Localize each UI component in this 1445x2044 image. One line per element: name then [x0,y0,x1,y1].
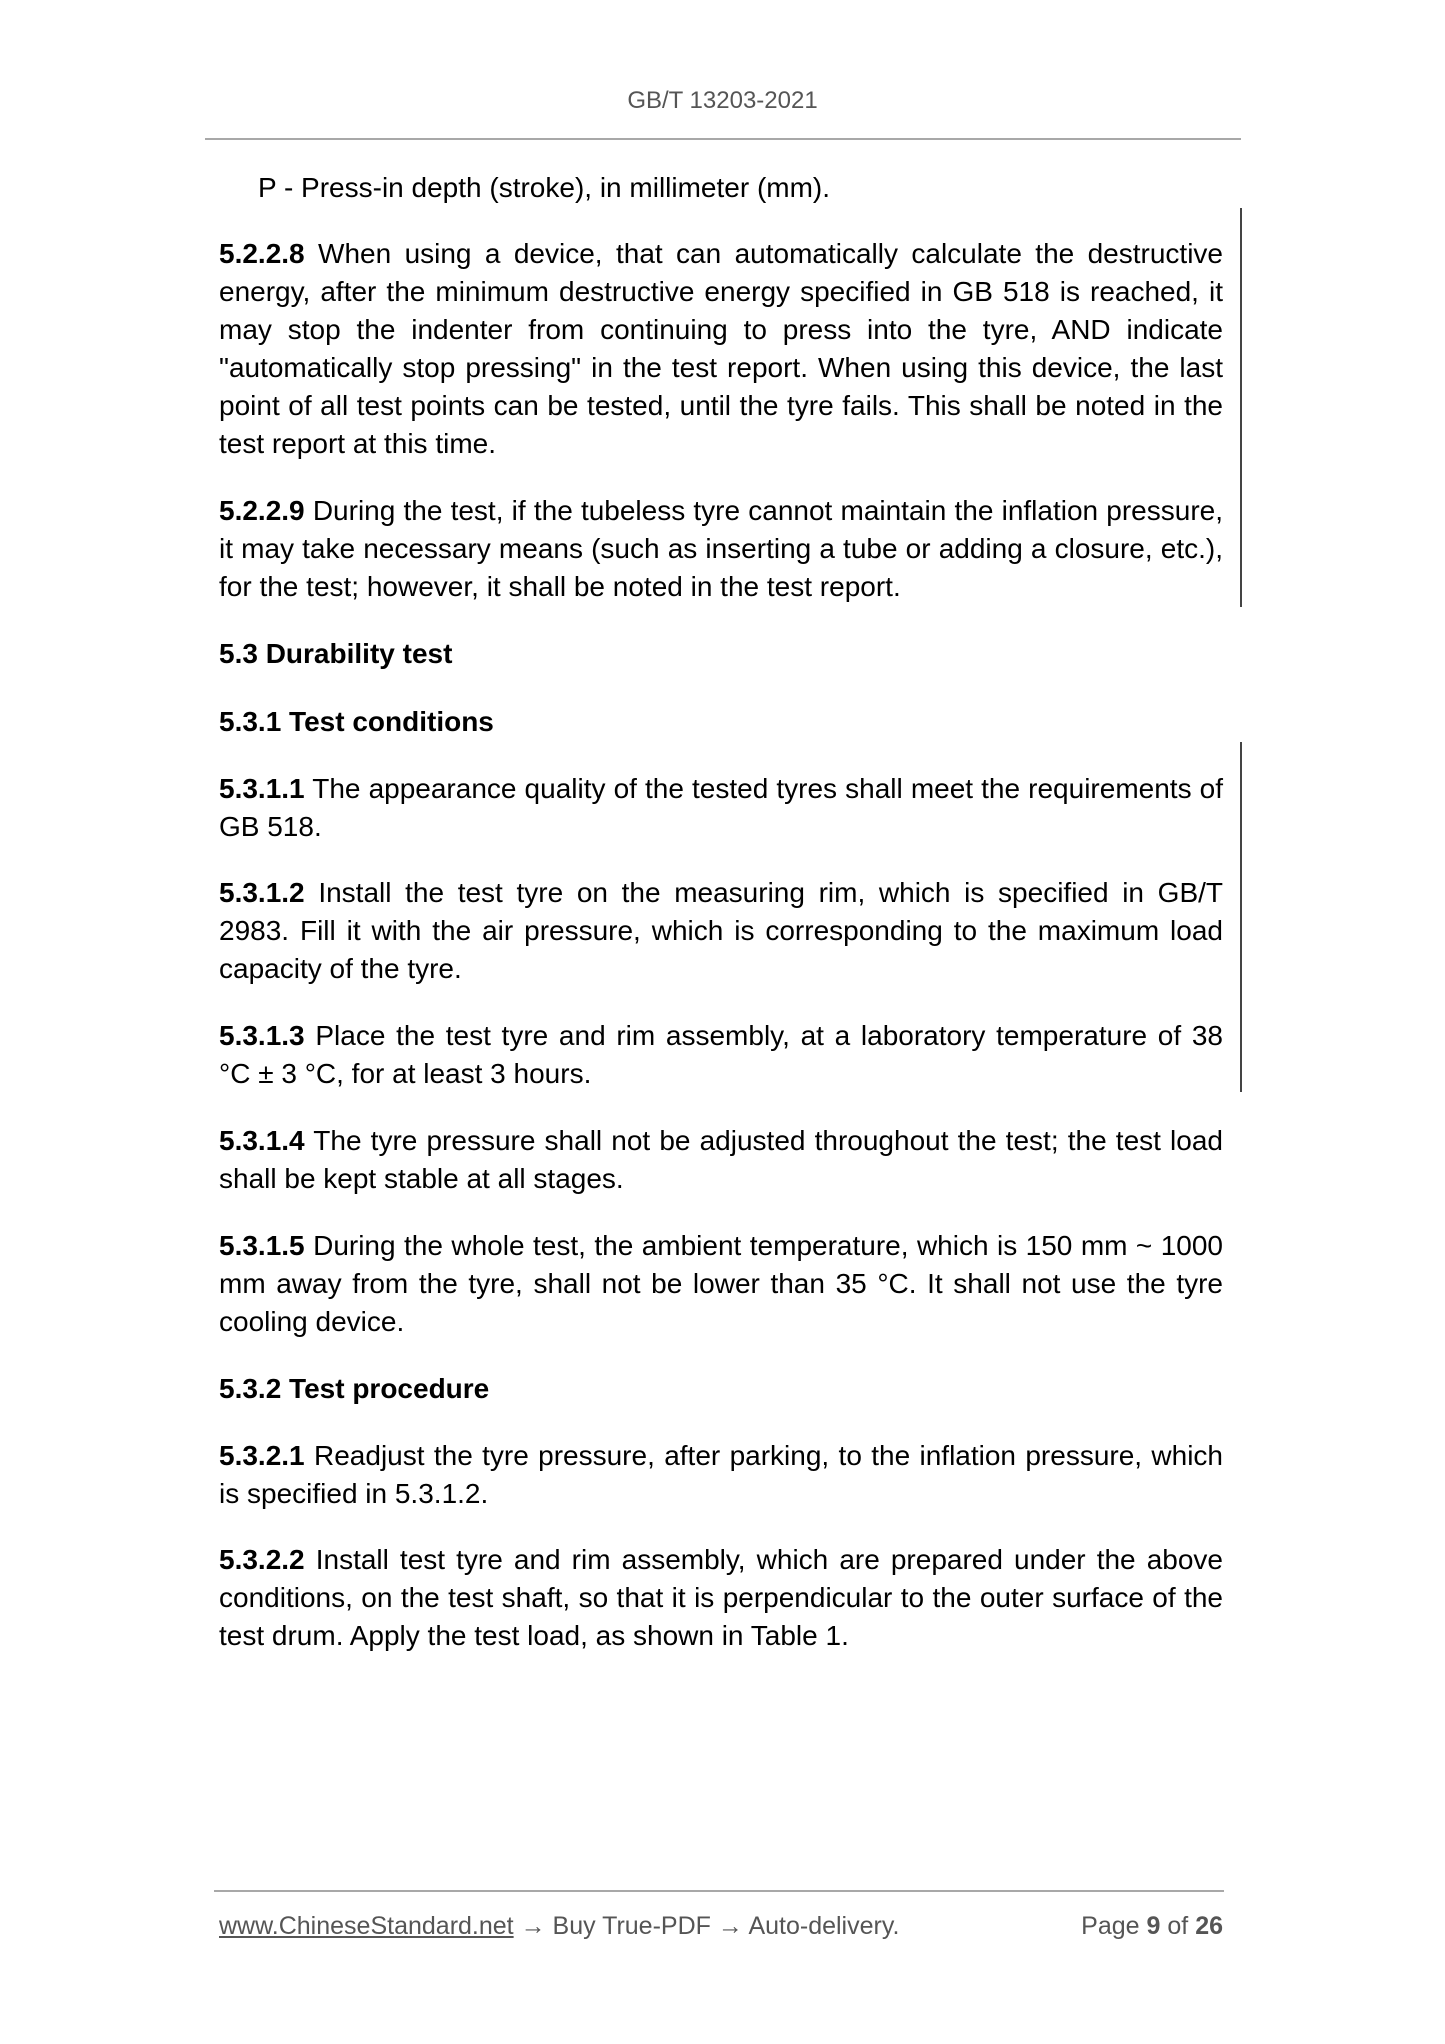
page-of: of [1167,1912,1189,1940]
delivery-text: Auto-delivery. [748,1912,900,1940]
clause-text: Readjust the tyre pressure, after parking, to the inflation pressure, which is specified in 5.3.1.2. [219,1440,1224,1509]
clause-text: Place the test tyre and rim assembly, at a laboratory temperature of 38 °C ± 3 °C, for at least 3 hours. [219,1020,1223,1089]
website-link[interactable]: www.ChineseStandard.net [219,1912,514,1940]
clause-number: 5.3.1.3 [219,1020,305,1051]
clause-number: 5.3.1.5 [219,1230,305,1261]
section-heading-5-3-1: 5.3.1 Test conditions [219,706,494,737]
change-bar [1240,742,1242,1092]
arrow-right-icon: → [717,1912,743,1940]
footer-rule [214,1890,1224,1892]
buy-text: Buy True-PDF [552,1912,711,1940]
clause-number: 5.3.2.2 [219,1544,305,1575]
clause-5-3-2-2 [219,1541,1223,1655]
clause-5-2-2-8 [219,235,1223,463]
clause-text: The appearance quality of the tested tyres shall meet the requirements of GB 518. [219,773,1224,842]
change-bar [1240,208,1242,607]
arrow-right-icon: → [520,1912,546,1940]
clause-text: During the test, if the tubeless tyre cannot maintain the inflation pressure, it may take necessary means (such as inserting a tube or adding a closure, etc.), for the test; however, it shall be noted in the test report. [219,495,1223,602]
clause-5-3-1-1 [219,770,1223,846]
clause-text: Install test tyre and rim assembly, which are prepared under the above conditions, on the test shaft, so that it is perpendicular to the outer surface of the test drum. Apply the test load, as shown in Table 1. [219,1544,1223,1651]
section-heading-5-3: 5.3 Durability test [219,638,453,669]
symbol-definition: P - Press-in depth (stroke), in millimeter (mm). [258,172,831,203]
document-header-title: GB/T 13203-2021 [627,87,818,114]
clause-5-3-1-4 [219,1122,1223,1198]
clause-number: 5.3.1.4 [219,1125,305,1156]
clause-number: 5.2.2.8 [219,238,305,269]
clause-number: 5.3.2.1 [219,1440,305,1471]
page-current: 9 [1146,1912,1161,1940]
page-total: 26 [1195,1912,1223,1940]
clause-5-3-1-2 [219,874,1223,988]
page-footer [219,1910,1223,1942]
clause-5-3-2-1 [219,1437,1223,1513]
clause-number: 5.2.2.9 [219,495,305,526]
clause-number: 5.3.1.2 [219,877,305,908]
clause-text: During the whole test, the ambient temperature, which is 150 mm ~ 1000 mm away from the tyre, shall not be lower than 35 °C. It shall not use the tyre cooling device. [219,1230,1224,1337]
page-indicator [1081,1910,1223,1942]
section-heading-5-3-2: 5.3.2 Test procedure [219,1373,490,1404]
clause-5-3-1-3 [219,1017,1223,1093]
clause-text: When using a device, that can automatically calculate the destructive energy, after the minimum destructive energy specified in GB 518 is reached, it may stop the indenter from continuing to press into the tyre, AND indicate "automatically stop pressing" in the test report. When using this device, the last point of all test points can be tested, until the tyre fails. This shall be noted in the test report at this time. [219,238,1223,459]
header-rule [205,138,1241,140]
clause-text: Install the test tyre on the measuring rim, which is specified in GB/T 2983. Fill it with the air pressure, which is corresponding to the maximum load capacity of the tyre. [219,877,1224,984]
clause-5-2-2-9 [219,492,1223,606]
clause-5-3-1-5 [219,1227,1223,1341]
clause-text: The tyre pressure shall not be adjusted throughout the test; the test load shall be kept stable at all stages. [219,1125,1223,1194]
page-label: Page [1081,1912,1140,1940]
clause-number: 5.3.1.1 [219,773,305,804]
